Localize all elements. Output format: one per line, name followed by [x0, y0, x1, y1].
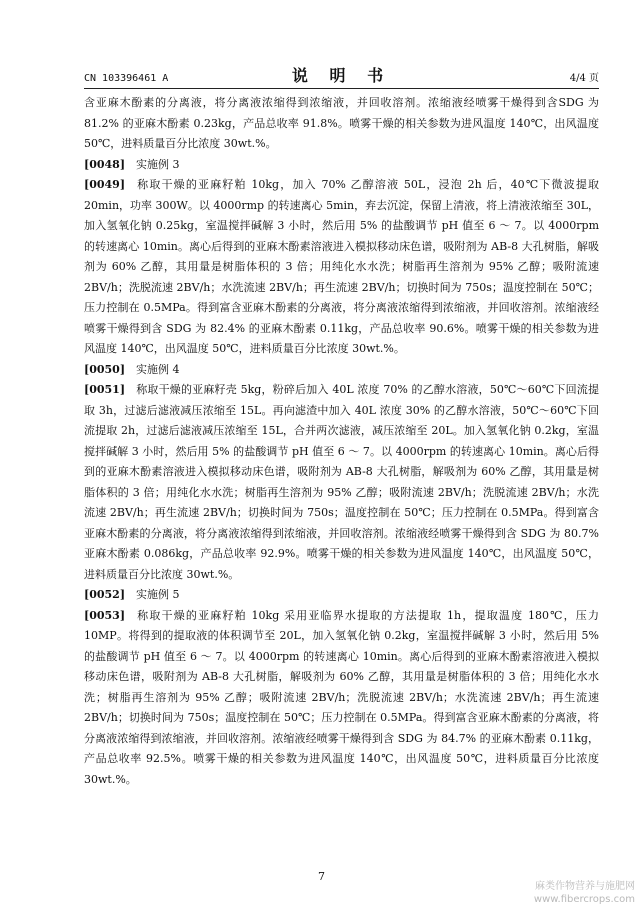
paragraph-tag: [0049] — [84, 178, 126, 191]
paragraph-text: 实施例 3 — [136, 157, 180, 171]
paragraph-text: 实施例 5 — [136, 588, 180, 601]
watermark-url: www.fibercrops.com — [533, 894, 635, 905]
paragraph-continuation — [84, 93, 599, 155]
paragraph-text: 称取干燥的亚麻籽壳 5kg，粉碎后加入 40L 浓度 70% 的乙醇水溶液，50℃～60℃下回流提取 3h，过滤后滤液减压浓缩至 15L。再向滤渣中加入 40L 浓度 30% 的乙醇水溶液，50℃～60℃下回流提取 2h，过滤后滤液减压浓缩至 15L，合并两次滤液，减压浓缩至 20L。加入氢氧化钠 0.2kg，室温搅拌碱解 3 小时，然后用 5% 的盐酸调节 pH 值至 6 ～ 7。以 4000rpm 的转速离心 10min。离心后得到的亚麻木酚素溶液进入模拟移动床色谱，吸附剂为 AB-8 大孔树脂，解吸剂为 60% 乙醇，其用量是树脂体积的 3 倍；用纯化水水洗；树脂再生溶剂为 95% 乙醇；吸附流速 2BV/h；洗脱流速 2BV/h；水洗流速 2BV/h；再生流速 2BV/h；切换时间为 750s；温度控制在 50℃；压力控制在 0.5MPa。得到富含亚麻木酚素的分离液，将分离液浓缩得到浓缩液，并回收溶剂。浓缩液经喷雾干燥得到含 SDG 为 80.7% 亚麻木酚素 0.086kg，产品总收率 92.9%。喷雾干燥的相关参数为进风温度 140℃，出风温度 50℃，进料质量百分比浓度 30wt.%。 — [84, 383, 599, 581]
paragraph-text: 含亚麻木酚素的分离液，将分离液浓缩得到浓缩液，并回收溶剂。浓缩液经喷雾干燥得到含SDG 为 81.2% 的亚麻木酚素 0.23kg，产品总收率 91.8%。喷雾干燥的相关参数为进风温度 140℃，出风温度 50℃，进料质量百分比浓度 30wt.%。 — [84, 96, 599, 150]
paragraph-0050 — [84, 360, 599, 381]
page-header — [84, 60, 599, 89]
paragraph-tag: [0051] — [84, 383, 126, 396]
paragraph-0048 — [84, 155, 599, 176]
paragraph-0053 — [84, 606, 599, 791]
page-info: 4/4 页 — [569, 73, 599, 84]
paragraph-text: 称取干燥的亚麻籽粕 10kg 采用亚临界水提取的方法提取 1h，提取温度 180℃，压力 10MP。将得到的提取液的体积调节至 20L，加入氢氧化钠 0.2kg，室温搅拌碱解 3 小时，然后用 5% 的盐酸调节 pH 值至 6 ～ 7。以 4000rpm 的转速离心 10min。离心后得到的亚麻木酚素溶液进入模拟移动床色谱，吸附剂为 AB-8 大孔树脂，解吸剂为 60% 乙醇，其用量是树脂体积的 3 倍；用纯化水水洗；树脂再生溶剂为 95% 乙醇；吸附流速 2BV/h；洗脱流速 2BV/h；水洗流速 2BV/h；再生流速 2BV/h；切换时间为 750s；温度控制在 50℃；压力控制在 0.5MPa。得到富含亚麻木酚素的分离液，将分离液浓缩得到浓缩液，并回收溶剂。浓缩液经喷雾干燥得到含 SDG 为 84.7% 的亚麻木酚素 0.11kg，产品总收率 92.5%。喷雾干燥的相关参数为进风温度 140℃，出风温度 50℃，进料质量百分比浓度 30wt.%。 — [84, 608, 599, 786]
site-watermark — [534, 880, 635, 906]
page-title: 说 明 书 — [291, 66, 392, 85]
document-body — [84, 93, 599, 790]
paragraph-tag: [0053] — [84, 608, 126, 622]
paragraph-0051 — [84, 380, 599, 585]
paragraph-tag: [0048] — [84, 157, 126, 171]
paragraph-text: 称取干燥的亚麻籽粕 10kg，加入 70% 乙醇溶液 50L，浸泡 2h 后，40℃下微波提取 20min，功率 300W。以 4000rmp 的转速离心 5min，弃去沉淀，保留上清液，将上清液浓缩至 30L，加入氢氧化钠 0.25kg，室温搅拌碱解 3 小时，然后用 5% 的盐酸调节 pH 值至 6 ～ 7。以 4000rpm 的转速离心 10min。离心后得到的亚麻木酚素溶液进入模拟移动床色谱，吸附剂为 AB-8 大孔树脂，解吸剂为 60% 乙醇，其用量是树脂体积的 3 倍；用纯化水水洗；树脂再生溶剂为 95% 乙醇；吸附流速 2BV/h；洗脱流速 2BV/h；水洗流速 2BV/h；再生流速 2BV/h；切换时间为 750s；温度控制在 50℃；压力控制在 0.5MPa。得到富含亚麻木酚素的分离液，将分离液浓缩得到浓缩液，并回收溶剂。浓缩液经喷雾干燥得到含 SDG 为 82.4% 的亚麻木酚素 0.11kg，产品总收率 90.6%。喷雾干燥的相关参数为进风温度 140℃，出风温度 50℃，进料质量百分比浓度 30wt.%。 — [84, 178, 599, 355]
doc-number: CN 103396461 A — [84, 73, 169, 84]
paragraph-tag: [0052] — [84, 588, 126, 601]
paragraph-0049 — [84, 175, 599, 360]
watermark-name: 麻类作物营养与施肥网 — [535, 881, 635, 892]
paragraph-tag: [0050] — [84, 362, 126, 376]
paragraph-0052 — [84, 585, 599, 606]
paragraph-text: 实施例 4 — [136, 362, 180, 376]
page-number: 7 — [318, 870, 325, 883]
